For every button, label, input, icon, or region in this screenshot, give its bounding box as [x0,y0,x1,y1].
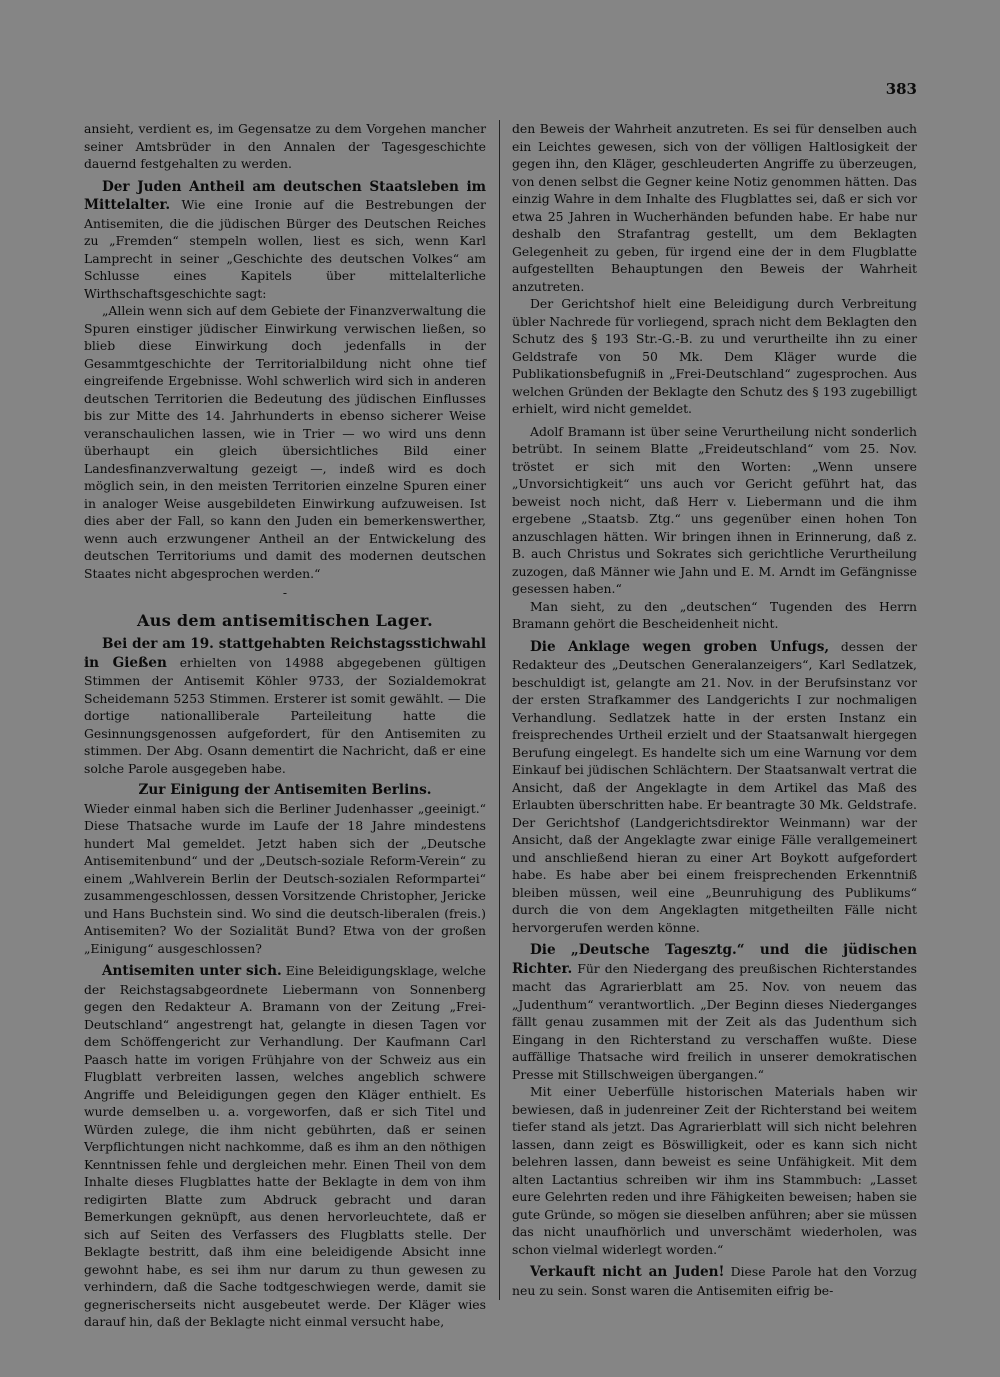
article-text: Wieder einmal haben sich die Berliner Judenhasser „geeinigt.“ Diese Thatsache wurde im Laufe der 18 Jahre mindestens hundert Mal gemeldet. Jetzt haben sich der „Deutsche Antisemitenbund“ und der „Deutsch-soziale Reform-Verein“ zu einem „Wahlverein Berlin der Deutsch-sozialen Reformpartei“ zusammengeschlossen, dessen Vorsitzende Christopher, Jericke und Hans Buchstein sind. Wo sind die deutsch-liberalen (freis.) Antisemiten? Wo der Sozialität Bund? Etwa von der großen „Einigung“ ausgeschlossen? [84,800,486,956]
article-text: erhielten von 14988 abgegebenen gültigen Stimmen der Antisemit Köhler 9733, der Sozialdemokrat Scheidemann 5253 Stimmen. Ersterer ist somit gewählt. — Die dortige nationalliberale Parteileitung hatte die Gesinnungsgenossen aufgefordert, für den Antisemiten zu stimmen. Der Abg. Osann dementirt die Nachricht, daß er eine solche Parole ausgegeben habe. [84,654,486,776]
left-column [84,120,486,1331]
section-heading: Die Anklage wegen groben Unfugs, [530,638,830,655]
section-heading: Bei der am 19. stattgehabten Reichstagsstichwahl in Gießen [84,636,486,671]
article-jewish-judges [512,941,917,1083]
section-heading: Zur Einigung der Antisemiten Berlins. [138,782,432,798]
section-heading: Verkauft nicht an Juden! [530,1264,725,1280]
article-text: Für den Niedergang des preußischen Richterstandes macht das Agrarierblatt am 25. Nov. von neuem das „Judenthum“ verantwortlich. „Der Beginn dieses Niederganges fällt genau zusammen mit der Zeit als das Judenthum sich Eingang in den Richterstand zu verschaffen wußte. Diese auffällige Thatsache wird freilich in unserer demokratischen Presse mit Stillschweigen übergangen.“ [512,960,917,1082]
section-heading: Die „Deutsche Tagesztg.“ und die jüdischen Richter. [512,942,917,977]
article-do-not-sell [512,1263,917,1299]
page-number: 383 [885,80,917,98]
paragraph-continuation: den Beweis der Wahrheit anzutreten. Es sei für denselben auch ein Leichtes gewesen, sich von der völligen Haltlosigkeit der gegen ihn, den Kläger, geschleuderten Angriffe zu überzeugen, von denen selbst die Gegner keine Notiz genommen hätten. Das einzig Wahre in dem Inhalte des Flugblattes sei, daß er sich vor etwa 25 Jahren in Wucherhänden befunden habe. Er habe nur deshalb den Strafantrag gestellt, um dem Beklagten Gelegenheit zu geben, für irgend eine der in dem Flugblatte aufgestellten Behauptungen den Beweis der Wahrheit anzutreten. [512,121,917,294]
article-antisemites-among-themselves [84,962,486,1331]
paragraph: Adolf Bramann ist über seine Verurtheilung nicht sonderlich betrübt. In seinem Blatte „Freideutschland“ vom 25. Nov. tröstet er sich mit den Worten: „Wenn unsere „Unvorsichtigkeit“ uns auch vor Gericht geführt hat, das beweist noch nicht, daß Herr v. Liebermann und die ihm ergebene „Staatsb. Ztg.“ uns gegenüber einen hohen Ton anzuschlagen hätten. Wir bringen ihnen in Erinnerung, daß z. B. auch Christus und Sokrates sich gerichtliche Verurtheilung zuzogen, daß Männer wie Jahn und E. M. Arndt im Gefängnisse gesessen haben.“ [512,423,917,596]
article-gross-mischief [512,638,917,937]
article-jewish-share [84,178,486,303]
article-text: Eine Beleidigungsklage, welche der Reichstagsabgeordnete Liebermann von Sonnenberg gegen den Redakteur A. Bramann von der Zeitung „Frei-Deutschland“ angestrengt hat, gelangte in diesen Tagen vor dem Schöffengericht zur Verhandlung. Der Kaufmann Carl Paasch hatte im vorigen Frühjahre von der Schweiz aus ein Flugblatt verbreiten lassen, welches angeblich schwere Angriffe und Beleidigungen gegen den Kläger enthielt. Es wurde demselben u. a. vorgeworfen, daß er sich Titel und Würden zulege, die ihm nicht gebührten, daß er seinen Verpflichtungen nicht nachkomme, daß es ihm an den nöthigen Kenntnissen fehle und dergleichen mehr. Einen Theil von dem Inhalte dieses Flugblattes hatte der Beklagte in dem von ihm redigirten Blatte zum Abdruck gebracht und daran Bemerkungen geknüpft, aus denen hervorleuchtete, daß er sich auf Seiten des Verfassers des Flugblatts stelle. Der Beklagte bestritt, daß ihm eine beleidigende Absicht inne gewohnt habe, es sei ihm nur darum zu thun gewesen zu verhindern, daß die Sache todtgeschwiegen werde, damit sie gegnerischerseits nicht ausgebeutet werde. Der Kläger wies darauf hin, daß der Beklagte nicht einmal versucht habe, [84,963,486,1329]
section-heading: Der Juden Antheil am deutschen Staatsleben im Mittelalter. [84,178,486,213]
column-divider [499,120,500,1300]
paragraph: Man sieht, zu den „deutschen“ Tugenden des Herrn Bramann gehört die Bescheidenheit nicht. [512,598,917,631]
article-berlin-unification [84,782,486,957]
section-heading: Antisemiten unter sich. [102,963,282,979]
block-quote: „Allein wenn sich auf dem Gebiete der Finanzverwaltung die Spuren einstiger jüdischer Einwirkung verwischen ließen, so blieb diese Einwirkung doch jedenfalls in der Gesammtgeschichte der Territorialbildung nicht ohne tief eingreifende Ergebnisse. Wohl schwerlich wird sich in anderen deutschen Territorien die Bedeutung des jüdischen Einflusses bis zur Mitte des 14. Jahrhunderts in ebenso sicherer Weise veranschaulichen lassen, wie in Trier — wo wird uns denn überhaupt ein gleich übersichtliches Bild einer Landesfinanzverwaltung gezeigt —, indeß wird es doch möglich sein, in den meisten Territorien einzelne Spuren einer in analoger Weise ausgebildeten Einwirkung aufzuweisen. Ist dies aber der Fall, so kann den Juden ein bemerkenswerther, wenn auch erzwungener Antheil an der Entwickelung des deutschen Territoriums und damit des modernen deutschen Staates nicht abgesprochen werden.“ [84,303,486,581]
article-text: Wie eine Ironie auf die Bestrebungen der Antisemiten, die die jüdischen Bürger des Deutschen Reiches zu „Fremden“ stempeln wollen, liest es sich, wenn Karl Lamprecht in seiner „Geschichte des deutschen Volkes“ am Schlusse eines Kapitels über mittelalterliche Wirthschaftsgeschichte sagt: [84,197,486,301]
paragraph-continuation: ansieht, verdient es, im Gegensatze zu dem Vorgehen mancher seiner Amtsbrüder in den Annalen der Tagesgeschichte dauernd festgehalten zu werden. [84,121,486,171]
paragraph: Mit einer Ueberfülle historischen Materials haben wir bewiesen, daß in judenreiner Zeit der Richterstand bei weitem tiefer stand als jetzt. Das Agrarierblatt will sich nicht belehren lassen, dann zeigt es Böswilligkeit, oder es kann sich nicht belehren lassen, dann beweist es seine Unfähigkeit. Mit dem alten Lactantius schreiben wir ihm ins Stammbuch: „Lasset eure Gelehrten reden und ihre Fähigkeiten beweisen; haben sie gute Gründe, so mögen sie dieselben anführen; aber sie müssen das nicht unaufhörlich und unverschämt wiederholen, was schon vielmal widerlegt worden.“ [512,1084,917,1257]
right-column [512,120,917,1299]
paragraph: Der Gerichtshof hielt eine Beleidigung durch Verbreitung übler Nachrede für vorliegend, sprach nicht dem Beklagten den Schutz des § 193 Str.-G.-B. zu und verurtheilte ihn zu einer Geldstrafe von 50 Mk. Dem Kläger wurde die Publikationsbefugniß in „Frei-Deutschland“ zugesprochen. Aus welchen Gründen der Beklagte den Schutz des § 193 zugebilligt erhielt, wird nicht gemeldet. [512,296,917,416]
article-reichstag-election [84,635,486,777]
section-title: Aus dem antisemitischen Lager. [137,610,433,630]
separator-mark: - [282,585,288,600]
article-text: dessen der Redakteur des „Deutschen Generalanzeigers“, Karl Sedlatzek, beschuldigt ist, gelangte am 21. Nov. in der Berufsinstanz vor der ersten Strafkammer des Landgerichts I zur nochmaligen Verhandlung. Sedlatzek hatte in der ersten Instanz ein freisprechendes Urtheil erzielt und der Staatsanwalt hiergegen Berufung eingelegt. Es handelte sich um eine Warnung vor dem Einkauf bei jüdischen Schlächtern. Der Staatsanwalt vertrat die Ansicht, daß der Angeklagte in dem Artikel das Maß des Erlaubten überschritten habe. Er beantragte 30 Mk. Geldstrafe. Der Gerichtshof (Landgerichtsdirektor Weinmann) war der Ansicht, daß der Angeklagte zwar einige Fälle verallgemeinert und anschließend hieran zu einer Art Boykott aufgefordert habe. Es habe aber bei einem freisprechenden Erkenntniß bleiben müssen, weil eine „Beunruhigung des Publikums“ durch die von dem Angeklagten mitgetheilten Fälle nicht hervorgerufen werden könne. [512,638,917,935]
article-text: Diese Parole hat den Vorzug neu zu sein. Sonst waren die Antisemiten eifrig be- [512,1264,917,1298]
